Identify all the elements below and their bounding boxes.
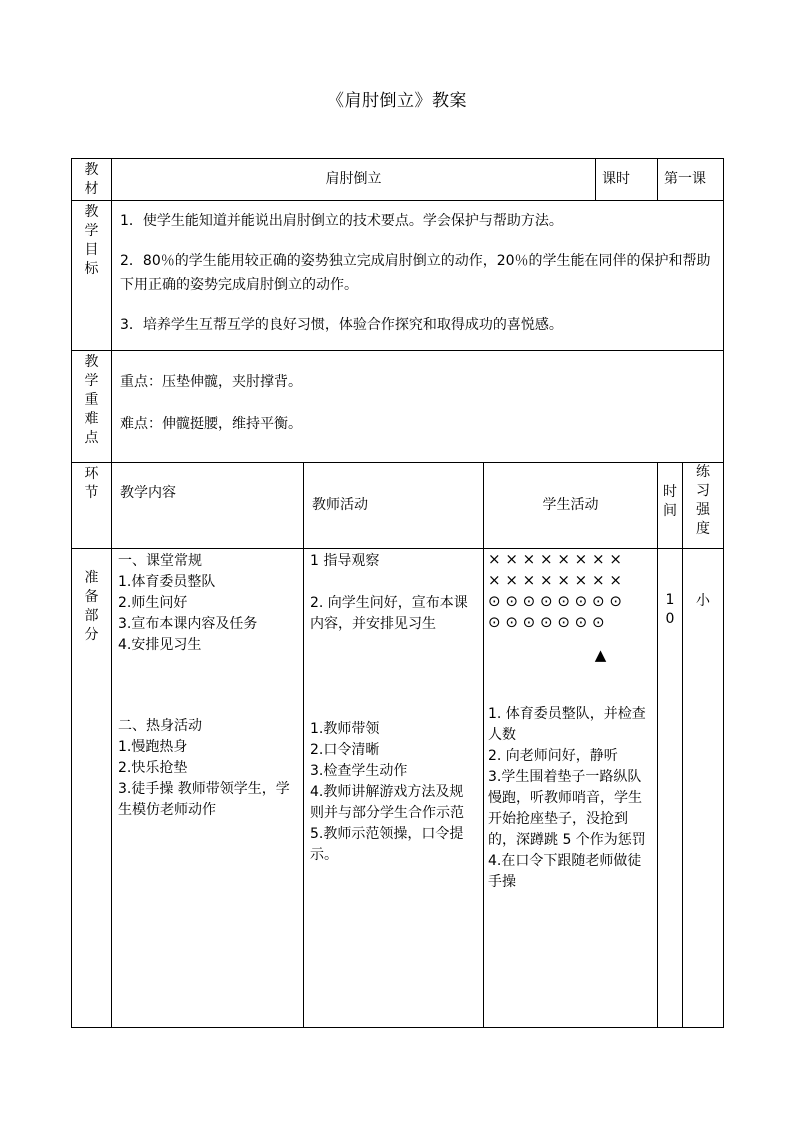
material-row <box>72 159 724 201</box>
goals-content <box>112 201 724 351</box>
prep-student <box>484 549 658 1028</box>
content-line: 3.徒手操 教师带领学生，学生模仿老师动作 <box>118 781 290 818</box>
header-intensity: 练 习 强 度 <box>696 464 710 537</box>
header-time-intensity <box>658 463 724 549</box>
formation-diagram <box>484 549 657 666</box>
period-label: 课时 <box>596 159 658 201</box>
material-label: 教 材 <box>72 159 112 201</box>
goal-item: 2．80％的学生能用较正确的姿势独立完成肩肘倒立的动作，20％的学生能在同伴的保护和帮助下用正确的姿势完成肩肘倒立的动作。 <box>120 253 711 293</box>
formation-row: ⊙ ⊙ ⊙ ⊙ ⊙ ⊙ ⊙ <box>488 613 605 631</box>
content-line: 2.快乐抢垫 <box>118 760 188 776</box>
lesson-plan-table <box>71 158 724 1028</box>
student-line: 2. 向老师问好，静听 <box>488 748 618 764</box>
header-time: 时 间 <box>658 463 683 548</box>
teacher-line: 1 指导观察 <box>310 553 380 569</box>
content-line: 1.慢跑热身 <box>118 739 188 755</box>
key-point: 重点：压垫伸髋，夹肘撑背。 <box>120 374 302 390</box>
document-title: 《肩肘倒立》教案 <box>327 91 467 111</box>
material-value: 肩肘倒立 <box>112 159 596 201</box>
student-line: 3.学生围着垫子一路纵队慢跑，听教师哨音，学生开始抢座垫子，没抢到的，深蹲跳 5 个作为惩罚 <box>488 769 646 848</box>
keys-content <box>112 351 724 463</box>
goals-label: 教 学 目 标 <box>72 201 112 351</box>
goal-item: 3．培养学生互帮互学的良好习惯，体验合作探究和取得成功的喜悦感。 <box>120 317 563 333</box>
prep-time: 1 0 <box>658 549 683 1027</box>
prep-content <box>112 549 304 1028</box>
content-line: 1.体育委员整队 <box>118 574 216 590</box>
prep-intensity: 小 <box>696 593 710 609</box>
key-point: 难点：伸髋挺腰，维持平衡。 <box>120 416 302 432</box>
goals-row <box>72 201 724 351</box>
teacher-line: 5.教师示范领操，口令提示。 <box>310 826 464 863</box>
student-line: 1. 体育委员整队，并检查人数 <box>488 706 646 743</box>
teacher-line: 1.教师带领 <box>310 721 380 737</box>
prep-teacher <box>304 549 484 1028</box>
prep-row <box>72 549 724 1028</box>
formation-row: × × × × × × × × <box>488 550 622 568</box>
keys-label: 教 学 重 难 点 <box>72 351 112 463</box>
keys-row <box>72 351 724 463</box>
content-line: 一、课堂常规 <box>118 553 202 569</box>
header-student: 学生活动 <box>484 463 658 549</box>
teacher-line: 2. 向学生问好，宣布本课内容，并安排见习生 <box>310 595 468 632</box>
teacher-line: 2.口令清晰 <box>310 742 380 758</box>
prep-stage: 准 备 部 分 <box>72 549 112 1028</box>
student-line: 4.在口令下跟随老师做徒手操 <box>488 853 642 890</box>
goal-item: 1．使学生能知道并能说出肩肘倒立的技术要点。学会保护与帮助方法。 <box>120 213 563 229</box>
content-line: 2.师生问好 <box>118 595 188 611</box>
header-stage: 环 节 <box>72 463 112 549</box>
header-teacher: 教师活动 <box>304 463 484 549</box>
header-row <box>72 463 724 549</box>
teacher-line: 3.检查学生动作 <box>310 763 408 779</box>
teacher-line: 4.教师讲解游戏方法及规则并与部分学生合作示范 <box>310 784 464 821</box>
header-content: 教学内容 <box>112 463 304 549</box>
content-line: 3.宣布本课内容及任务 <box>118 616 258 632</box>
content-line: 二、热身活动 <box>118 718 202 734</box>
period-value: 第一课 <box>658 159 724 201</box>
content-line: 4.安排见习生 <box>118 637 202 653</box>
formation-row: × × × × × × × × <box>488 571 622 589</box>
prep-time-intensity <box>658 549 724 1028</box>
formation-row: ⊙ ⊙ ⊙ ⊙ ⊙ ⊙ ⊙ ⊙ <box>488 592 622 610</box>
teacher-position-icon: ▲ <box>594 646 607 664</box>
